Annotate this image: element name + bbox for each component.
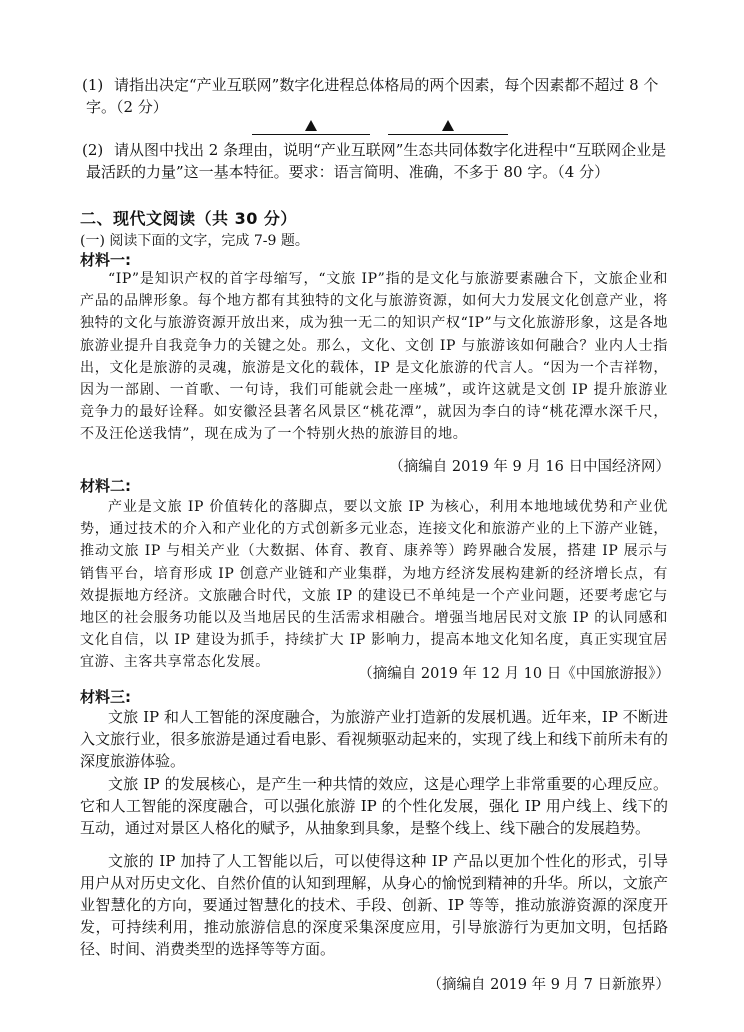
answer-blank-2[interactable] — [388, 119, 508, 135]
section-subtitle: (一) 阅读下面的文字，完成 7-9 题。 — [80, 233, 309, 249]
material-1-text: “IP”是知识产权的首字母缩写，“文旅 IP”指的是文化与旅游要素融合下，文旅企业和产品的品牌形象。每个地方都有其独特的文化与旅游资源，如何大力发展文化创意产业，将独特的文化与旅游资源开放出来，成为独一无二的知识产权“IP”与文化旅游形象，这是各地旅游业提升自我竞争力的关键之处。那么，文化、文创 IP 与旅游该如何融合？业内人士指出，文化是旅游的灵魂，旅游是文化的载体，IP 是文化旅游的代言人。“因为一个吉祥物，因为一部剧、一首歌、一句诗，我们可能就会赴一座城”，或许这就是文创 IP 提升旅游业竞争力的最好诠释。如安徽泾县著名风景区“桃花潭”，就因为李白的诗“桃花潭水深千尺，不及汪伦送我情”，现在成为了一个特别火热的旅游目的地。 — [80, 271, 668, 443]
triangle-up-icon — [305, 120, 317, 131]
question-2-text: 请从图中找出 2 条理由，说明“产业互联网”生态共同体数字化进程中“互联网企业是最活跃的力量”这一基本特征。要求：语言简明、准确，不多于 80 字。（4 分） — [86, 141, 667, 181]
material-3-paragraph-2: 文旅 IP 的发展核心，是产生一种共情的效应，这是心理学上非常重要的心理反应。它和人工智能的深度融合，可以强化旅游 IP 的个性化发展，强化 IP 用户线上、线下的互动，通过对景区人格化的赋予，从抽象到具象，是整个线上、线下融合的发展趋势。 — [80, 775, 668, 837]
question-2-number: (2) — [82, 141, 104, 159]
material-1-title: 材料一: — [80, 251, 131, 269]
material-2-source: （摘编自 2019 年 12 月 10 日《中国旅游报》） — [358, 666, 670, 682]
material-2-title: 材料二: — [80, 477, 131, 495]
triangle-up-icon — [442, 120, 454, 131]
section-title: 二、现代文阅读（共 30 分） — [80, 209, 297, 228]
material-1-source: （摘编自 2019 年 9 月 16 日中国经济网） — [389, 459, 670, 475]
answer-blank-1[interactable] — [252, 119, 370, 135]
material-2-text: 产业是文旅 IP 价值转化的落脚点，要以文旅 IP 为核心，利用本地地域优势和产业优势，通过技术的介入和产业化的方式创新多元业态，连接文化和旅游产业的上下游产业链，推动文旅 IP 与相关产业（大数据、体育、教育、康养等）跨界融合发展，搭建 IP 展示与销售平台，培育形成 IP 创意产业链和产业集群，为地方经济发展构建新的经济增长点，有效提振地方经济。文旅融合时代，文旅 IP 的建设已不单纯是一个产业问题，还要考虑它与地区的社会服务功能以及当地居民的生活需求相融合。增强当地居民对文旅 IP 的认同感和文化自信，以 IP 建设为抓手，持续扩大 IP 影响力，提高本地文化知名度，真正实现宜居宜游、主客共享常态化发展。 — [80, 499, 668, 671]
question-2 — [82, 139, 676, 183]
material-3-title: 材料三: — [80, 688, 131, 706]
question-1-number: (1) — [82, 76, 104, 94]
material-3-source: （摘编自 2019 年 9 月 7 日新旅界） — [427, 977, 670, 993]
answer-blanks — [252, 119, 512, 135]
question-1-text: 请指出决定“产业互联网”数字化进程总体格局的两个因素，每个因素都不超过 8 个字。（2 分） — [86, 76, 659, 116]
question-1 — [82, 74, 676, 118]
material-3-paragraph-3: 文旅的 IP 加持了人工智能以后，可以使得这种 IP 产品以更加个性化的形式，引导用户从对历史文化、自然价值的认知到理解，从身心的愉悦到精神的升华。所以，文旅产业智慧化的方向，要通过智慧化的技术、手段、创新、IP 等等，推动旅游资源的深度开发，可持续利用，推动旅游信息的深度采集深度应用，引导旅游行为更加文明，包括路径、时间、消费类型的选择等等方面。 — [80, 852, 668, 958]
material-3-paragraph-1: 文旅 IP 和人工智能的深度融合，为旅游产业打造新的发展机遇。近年来，IP 不断进入文旅行业，很多旅游是通过看电影、看视频驱动起来的，实现了线上和线下前所未有的深度旅游体验。 — [80, 708, 668, 770]
